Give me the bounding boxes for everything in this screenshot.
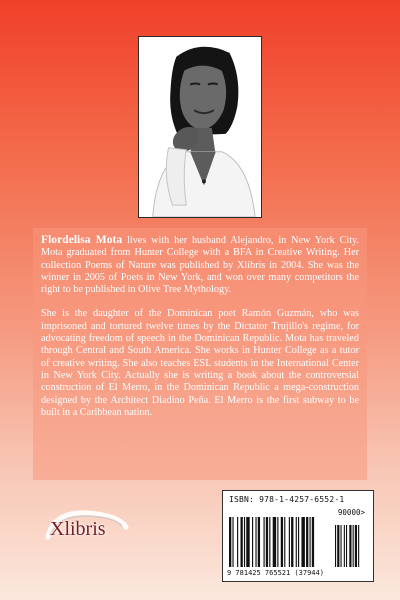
- author-portrait-image: [139, 37, 261, 217]
- author-photo: [138, 36, 262, 218]
- price-code: 90000>: [337, 508, 365, 517]
- bio-paragraph-2: She is the daughter of the Dominican poet Ramón Guzmán, who was imprisoned and tortured twelve times by the Dictator Trujillo's regime, for advocating freedom of speech in the Dominican Republic. Mota has traveled through Central and South America. She works in Hunter College as a tutor of creative writing. She also teaches ESL students in the International Center in New York City. Actually she is writing a book about the controversial construction of El Merro, in the Dominican Republic a mega-construction designed by the Architect Diadino Peña. El Merro is the first subway to be built in a Caribbean nation.: [41, 308, 359, 418]
- author-name: Flordelisa Mota: [41, 233, 123, 246]
- isbn-label: ISBN: 978-1-4257-6552-1: [229, 495, 345, 504]
- ean-digits: 9 781425 765521 (37944): [227, 569, 324, 577]
- bio-paragraph-1: [41, 234, 359, 296]
- publisher-name: Xlibris: [50, 517, 106, 540]
- bio-paragraph-1-text: lives with her husband Alejandro, in New York City. Mota graduated from Hunter College with a BFA in Creative Writing. Her collection Poems of Nature was published by Xlibris in 2004. She was the winner in 2005 of Poets in New York, and won over many competitors the right to be published in Olive Tree Mythology.: [41, 235, 360, 296]
- isbn-barcode: [222, 490, 374, 582]
- publisher-logo: [50, 515, 106, 543]
- barcode-bars: [227, 517, 369, 567]
- author-bio: [33, 228, 367, 480]
